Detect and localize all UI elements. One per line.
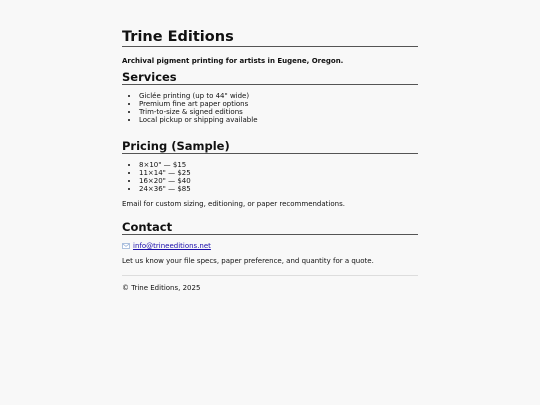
pricing-list <box>122 161 418 193</box>
list-item: • 16×20" — $40 <box>139 177 418 185</box>
site-tagline: Archival pigment printing for artists in Eugene, Oregon. <box>122 57 344 65</box>
footer-copyright: © Trine Editions, 2025 <box>122 284 201 292</box>
pricing-heading: Pricing (Sample) <box>122 139 418 154</box>
list-item: • 24×36" — $85 <box>139 185 418 193</box>
list-item: • Premium fine art paper options <box>139 100 418 108</box>
pricing-note: Email for custom sizing, editioning, or paper recommendations. <box>122 200 345 208</box>
page-content <box>122 0 418 292</box>
contact-heading: Contact <box>122 220 418 235</box>
mail-icon <box>122 243 130 249</box>
list-item: • 11×14" — $25 <box>139 169 418 177</box>
email-link[interactable]: info@trineeditions.net <box>133 242 211 250</box>
contact-email-line <box>122 242 418 250</box>
footer-divider <box>122 275 418 276</box>
services-list <box>122 92 418 124</box>
contact-note: Let us know your file specs, paper preference, and quantity for a quote. <box>122 257 374 265</box>
site-title: Trine Editions <box>122 29 418 47</box>
list-item: • Giclée printing (up to 44" wide) <box>139 92 418 100</box>
list-item: • 8×10" — $15 <box>139 161 418 169</box>
services-heading: Services <box>122 70 418 85</box>
list-item: • Trim-to-size & signed editions <box>139 108 418 116</box>
list-item: • Local pickup or shipping available <box>139 116 418 124</box>
